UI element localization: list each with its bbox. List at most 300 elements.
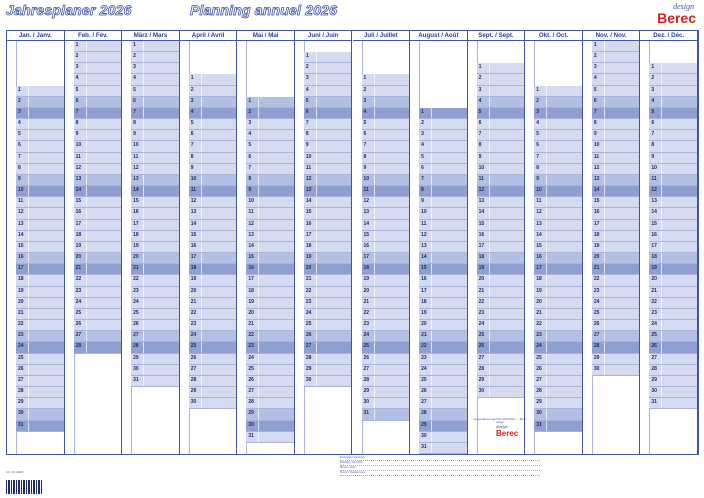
day-cell[interactable] bbox=[477, 342, 525, 353]
day-cell[interactable] bbox=[16, 130, 64, 141]
day-cell[interactable] bbox=[189, 119, 237, 130]
day-cell[interactable] bbox=[131, 119, 179, 130]
day-cell[interactable] bbox=[419, 275, 467, 286]
day-cell[interactable] bbox=[649, 108, 697, 119]
day-cell[interactable] bbox=[189, 331, 237, 342]
day-cell[interactable] bbox=[304, 108, 352, 119]
day-cell[interactable] bbox=[362, 153, 410, 164]
day-cell[interactable] bbox=[246, 287, 294, 298]
day-cell[interactable] bbox=[362, 387, 410, 398]
day-cell[interactable] bbox=[74, 175, 122, 186]
day-cell[interactable] bbox=[304, 186, 352, 197]
day-cell[interactable] bbox=[592, 153, 640, 164]
day-cell[interactable] bbox=[419, 342, 467, 353]
day-cell[interactable] bbox=[534, 108, 582, 119]
day-cell[interactable] bbox=[74, 63, 122, 74]
day-cell[interactable] bbox=[189, 197, 237, 208]
day-cell[interactable] bbox=[592, 253, 640, 264]
day-cell[interactable] bbox=[477, 186, 525, 197]
day-cell[interactable] bbox=[304, 197, 352, 208]
day-cell[interactable] bbox=[649, 186, 697, 197]
day-cell[interactable] bbox=[534, 186, 582, 197]
day-cell[interactable] bbox=[419, 164, 467, 175]
day-cell[interactable] bbox=[649, 398, 697, 409]
day-cell[interactable] bbox=[534, 164, 582, 175]
day-cell[interactable] bbox=[362, 331, 410, 342]
day-cell[interactable] bbox=[649, 365, 697, 376]
day-cell[interactable] bbox=[649, 153, 697, 164]
day-cell[interactable] bbox=[74, 197, 122, 208]
day-cell[interactable] bbox=[131, 275, 179, 286]
day-cell[interactable] bbox=[131, 220, 179, 231]
day-cell[interactable] bbox=[534, 208, 582, 219]
day-cell[interactable] bbox=[477, 86, 525, 97]
day-cell[interactable] bbox=[74, 141, 122, 152]
day-cell[interactable] bbox=[131, 320, 179, 331]
day-cell[interactable] bbox=[534, 309, 582, 320]
day-cell[interactable] bbox=[419, 387, 467, 398]
day-cell[interactable] bbox=[189, 186, 237, 197]
day-cell[interactable] bbox=[592, 52, 640, 63]
day-cell[interactable] bbox=[477, 153, 525, 164]
day-cell[interactable] bbox=[649, 287, 697, 298]
day-cell[interactable] bbox=[16, 231, 64, 242]
day-cell[interactable] bbox=[131, 376, 179, 387]
day-cell[interactable] bbox=[189, 365, 237, 376]
day-cell[interactable] bbox=[74, 41, 122, 52]
day-cell[interactable] bbox=[362, 175, 410, 186]
day-cell[interactable] bbox=[592, 298, 640, 309]
day-cell[interactable] bbox=[649, 231, 697, 242]
day-cell[interactable] bbox=[419, 298, 467, 309]
day-cell[interactable] bbox=[304, 97, 352, 108]
day-cell[interactable] bbox=[592, 342, 640, 353]
day-cell[interactable] bbox=[74, 220, 122, 231]
day-cell[interactable] bbox=[477, 108, 525, 119]
day-cell[interactable] bbox=[477, 376, 525, 387]
day-cell[interactable] bbox=[131, 130, 179, 141]
day-cell[interactable] bbox=[534, 264, 582, 275]
day-cell[interactable] bbox=[304, 74, 352, 85]
day-cell[interactable] bbox=[304, 141, 352, 152]
day-cell[interactable] bbox=[534, 242, 582, 253]
day-cell[interactable] bbox=[16, 242, 64, 253]
day-cell[interactable] bbox=[362, 287, 410, 298]
day-cell[interactable] bbox=[362, 119, 410, 130]
day-cell[interactable] bbox=[189, 275, 237, 286]
day-cell[interactable] bbox=[189, 242, 237, 253]
day-cell[interactable] bbox=[131, 309, 179, 320]
day-cell[interactable] bbox=[534, 253, 582, 264]
day-cell[interactable] bbox=[419, 443, 467, 454]
day-cell[interactable] bbox=[74, 253, 122, 264]
day-cell[interactable] bbox=[477, 63, 525, 74]
day-cell[interactable] bbox=[74, 119, 122, 130]
day-cell[interactable] bbox=[16, 253, 64, 264]
day-cell[interactable] bbox=[189, 74, 237, 85]
day-cell[interactable] bbox=[304, 153, 352, 164]
day-cell[interactable] bbox=[304, 331, 352, 342]
day-cell[interactable] bbox=[592, 309, 640, 320]
day-cell[interactable] bbox=[534, 376, 582, 387]
day-cell[interactable] bbox=[304, 365, 352, 376]
day-cell[interactable] bbox=[74, 242, 122, 253]
day-cell[interactable] bbox=[16, 409, 64, 420]
day-cell[interactable] bbox=[74, 74, 122, 85]
day-cell[interactable] bbox=[592, 365, 640, 376]
day-cell[interactable] bbox=[246, 231, 294, 242]
day-cell[interactable] bbox=[592, 331, 640, 342]
day-cell[interactable] bbox=[131, 331, 179, 342]
day-cell[interactable] bbox=[419, 365, 467, 376]
day-cell[interactable] bbox=[534, 365, 582, 376]
day-cell[interactable] bbox=[16, 97, 64, 108]
day-cell[interactable] bbox=[649, 320, 697, 331]
day-cell[interactable] bbox=[477, 74, 525, 85]
day-cell[interactable] bbox=[592, 197, 640, 208]
day-cell[interactable] bbox=[246, 208, 294, 219]
day-cell[interactable] bbox=[477, 97, 525, 108]
day-cell[interactable] bbox=[477, 264, 525, 275]
day-cell[interactable] bbox=[246, 108, 294, 119]
day-cell[interactable] bbox=[477, 387, 525, 398]
day-cell[interactable] bbox=[189, 231, 237, 242]
day-cell[interactable] bbox=[246, 119, 294, 130]
day-cell[interactable] bbox=[362, 220, 410, 231]
day-cell[interactable] bbox=[649, 331, 697, 342]
day-cell[interactable] bbox=[74, 264, 122, 275]
day-cell[interactable] bbox=[419, 398, 467, 409]
day-cell[interactable] bbox=[477, 231, 525, 242]
day-cell[interactable] bbox=[534, 197, 582, 208]
day-cell[interactable] bbox=[131, 264, 179, 275]
day-cell[interactable] bbox=[477, 119, 525, 130]
day-cell[interactable] bbox=[16, 331, 64, 342]
day-cell[interactable] bbox=[419, 108, 467, 119]
day-cell[interactable] bbox=[131, 41, 179, 52]
day-cell[interactable] bbox=[189, 320, 237, 331]
day-cell[interactable] bbox=[189, 298, 237, 309]
day-cell[interactable] bbox=[534, 119, 582, 130]
day-cell[interactable] bbox=[74, 52, 122, 63]
day-cell[interactable] bbox=[246, 275, 294, 286]
day-cell[interactable] bbox=[16, 153, 64, 164]
day-cell[interactable] bbox=[304, 376, 352, 387]
day-cell[interactable] bbox=[16, 342, 64, 353]
day-cell[interactable] bbox=[649, 119, 697, 130]
day-cell[interactable] bbox=[362, 186, 410, 197]
day-cell[interactable] bbox=[534, 275, 582, 286]
day-cell[interactable] bbox=[131, 242, 179, 253]
day-cell[interactable] bbox=[649, 208, 697, 219]
day-cell[interactable] bbox=[592, 242, 640, 253]
day-cell[interactable] bbox=[189, 220, 237, 231]
day-cell[interactable] bbox=[74, 97, 122, 108]
day-cell[interactable] bbox=[592, 354, 640, 365]
day-cell[interactable] bbox=[16, 197, 64, 208]
day-cell[interactable] bbox=[419, 432, 467, 443]
day-cell[interactable] bbox=[304, 220, 352, 231]
day-cell[interactable] bbox=[189, 130, 237, 141]
day-cell[interactable] bbox=[189, 97, 237, 108]
day-cell[interactable] bbox=[592, 175, 640, 186]
day-cell[interactable] bbox=[304, 287, 352, 298]
day-cell[interactable] bbox=[16, 119, 64, 130]
day-cell[interactable] bbox=[16, 376, 64, 387]
day-cell[interactable] bbox=[131, 63, 179, 74]
day-cell[interactable] bbox=[304, 130, 352, 141]
day-cell[interactable] bbox=[16, 287, 64, 298]
day-cell[interactable] bbox=[246, 164, 294, 175]
day-cell[interactable] bbox=[246, 141, 294, 152]
day-cell[interactable] bbox=[419, 141, 467, 152]
day-cell[interactable] bbox=[534, 220, 582, 231]
day-cell[interactable] bbox=[534, 153, 582, 164]
day-cell[interactable] bbox=[16, 220, 64, 231]
day-cell[interactable] bbox=[419, 119, 467, 130]
day-cell[interactable] bbox=[74, 130, 122, 141]
day-cell[interactable] bbox=[534, 231, 582, 242]
day-cell[interactable] bbox=[477, 242, 525, 253]
day-cell[interactable] bbox=[246, 242, 294, 253]
day-cell[interactable] bbox=[131, 298, 179, 309]
day-cell[interactable] bbox=[304, 119, 352, 130]
day-cell[interactable] bbox=[592, 119, 640, 130]
day-cell[interactable] bbox=[16, 398, 64, 409]
day-cell[interactable] bbox=[362, 164, 410, 175]
day-cell[interactable] bbox=[477, 331, 525, 342]
day-cell[interactable] bbox=[131, 197, 179, 208]
day-cell[interactable] bbox=[477, 141, 525, 152]
day-cell[interactable] bbox=[419, 242, 467, 253]
day-cell[interactable] bbox=[649, 342, 697, 353]
day-cell[interactable] bbox=[649, 309, 697, 320]
day-cell[interactable] bbox=[246, 130, 294, 141]
day-cell[interactable] bbox=[477, 253, 525, 264]
day-cell[interactable] bbox=[246, 387, 294, 398]
day-cell[interactable] bbox=[74, 164, 122, 175]
day-cell[interactable] bbox=[131, 164, 179, 175]
day-cell[interactable] bbox=[16, 264, 64, 275]
day-cell[interactable] bbox=[362, 398, 410, 409]
day-cell[interactable] bbox=[362, 275, 410, 286]
day-cell[interactable] bbox=[246, 354, 294, 365]
day-cell[interactable] bbox=[304, 52, 352, 63]
day-cell[interactable] bbox=[74, 331, 122, 342]
day-cell[interactable] bbox=[131, 354, 179, 365]
day-cell[interactable] bbox=[16, 275, 64, 286]
day-cell[interactable] bbox=[16, 365, 64, 376]
day-cell[interactable] bbox=[649, 387, 697, 398]
day-cell[interactable] bbox=[649, 242, 697, 253]
day-cell[interactable] bbox=[362, 208, 410, 219]
day-cell[interactable] bbox=[16, 86, 64, 97]
day-cell[interactable] bbox=[592, 264, 640, 275]
day-cell[interactable] bbox=[477, 197, 525, 208]
day-cell[interactable] bbox=[246, 253, 294, 264]
day-cell[interactable] bbox=[131, 208, 179, 219]
day-cell[interactable] bbox=[16, 354, 64, 365]
day-cell[interactable] bbox=[131, 342, 179, 353]
day-cell[interactable] bbox=[362, 141, 410, 152]
day-cell[interactable] bbox=[534, 175, 582, 186]
day-cell[interactable] bbox=[592, 86, 640, 97]
day-cell[interactable] bbox=[419, 331, 467, 342]
day-cell[interactable] bbox=[419, 264, 467, 275]
day-cell[interactable] bbox=[246, 421, 294, 432]
day-cell[interactable] bbox=[131, 186, 179, 197]
day-cell[interactable] bbox=[304, 86, 352, 97]
day-cell[interactable] bbox=[246, 331, 294, 342]
day-cell[interactable] bbox=[649, 253, 697, 264]
day-cell[interactable] bbox=[131, 365, 179, 376]
day-cell[interactable] bbox=[304, 309, 352, 320]
day-cell[interactable] bbox=[649, 175, 697, 186]
day-cell[interactable] bbox=[74, 309, 122, 320]
day-cell[interactable] bbox=[419, 175, 467, 186]
day-cell[interactable] bbox=[649, 376, 697, 387]
day-cell[interactable] bbox=[649, 97, 697, 108]
day-cell[interactable] bbox=[246, 432, 294, 443]
day-cell[interactable] bbox=[477, 287, 525, 298]
day-cell[interactable] bbox=[534, 409, 582, 420]
day-cell[interactable] bbox=[246, 409, 294, 420]
day-cell[interactable] bbox=[246, 197, 294, 208]
day-cell[interactable] bbox=[419, 208, 467, 219]
day-cell[interactable] bbox=[362, 74, 410, 85]
day-cell[interactable] bbox=[534, 354, 582, 365]
day-cell[interactable] bbox=[419, 421, 467, 432]
day-cell[interactable] bbox=[649, 275, 697, 286]
day-cell[interactable] bbox=[649, 164, 697, 175]
day-cell[interactable] bbox=[189, 153, 237, 164]
day-cell[interactable] bbox=[649, 264, 697, 275]
day-cell[interactable] bbox=[362, 97, 410, 108]
day-cell[interactable] bbox=[131, 141, 179, 152]
day-cell[interactable] bbox=[592, 108, 640, 119]
day-cell[interactable] bbox=[419, 354, 467, 365]
day-cell[interactable] bbox=[74, 342, 122, 353]
day-cell[interactable] bbox=[189, 164, 237, 175]
day-cell[interactable] bbox=[246, 220, 294, 231]
day-cell[interactable] bbox=[304, 208, 352, 219]
day-cell[interactable] bbox=[592, 97, 640, 108]
day-cell[interactable] bbox=[534, 398, 582, 409]
day-cell[interactable] bbox=[304, 164, 352, 175]
day-cell[interactable] bbox=[534, 331, 582, 342]
day-cell[interactable] bbox=[534, 298, 582, 309]
day-cell[interactable] bbox=[592, 320, 640, 331]
day-cell[interactable] bbox=[592, 275, 640, 286]
day-cell[interactable] bbox=[304, 354, 352, 365]
day-cell[interactable] bbox=[189, 354, 237, 365]
day-cell[interactable] bbox=[16, 175, 64, 186]
day-cell[interactable] bbox=[592, 164, 640, 175]
day-cell[interactable] bbox=[16, 320, 64, 331]
day-cell[interactable] bbox=[592, 130, 640, 141]
day-cell[interactable] bbox=[592, 220, 640, 231]
day-cell[interactable] bbox=[189, 141, 237, 152]
day-cell[interactable] bbox=[592, 63, 640, 74]
day-cell[interactable] bbox=[246, 309, 294, 320]
day-cell[interactable] bbox=[477, 354, 525, 365]
day-cell[interactable] bbox=[246, 342, 294, 353]
day-cell[interactable] bbox=[362, 130, 410, 141]
day-cell[interactable] bbox=[649, 86, 697, 97]
day-cell[interactable] bbox=[362, 354, 410, 365]
day-cell[interactable] bbox=[649, 197, 697, 208]
day-cell[interactable] bbox=[189, 208, 237, 219]
day-cell[interactable] bbox=[362, 409, 410, 420]
day-cell[interactable] bbox=[477, 208, 525, 219]
day-cell[interactable] bbox=[362, 309, 410, 320]
day-cell[interactable] bbox=[246, 264, 294, 275]
day-cell[interactable] bbox=[419, 309, 467, 320]
day-cell[interactable] bbox=[592, 287, 640, 298]
day-cell[interactable] bbox=[477, 275, 525, 286]
day-cell[interactable] bbox=[419, 130, 467, 141]
day-cell[interactable] bbox=[189, 175, 237, 186]
day-cell[interactable] bbox=[246, 376, 294, 387]
day-cell[interactable] bbox=[362, 253, 410, 264]
day-cell[interactable] bbox=[304, 242, 352, 253]
day-cell[interactable] bbox=[477, 175, 525, 186]
day-cell[interactable] bbox=[131, 86, 179, 97]
day-cell[interactable] bbox=[419, 220, 467, 231]
day-cell[interactable] bbox=[649, 63, 697, 74]
day-cell[interactable] bbox=[131, 175, 179, 186]
day-cell[interactable] bbox=[477, 164, 525, 175]
day-cell[interactable] bbox=[304, 275, 352, 286]
day-cell[interactable] bbox=[16, 421, 64, 432]
day-cell[interactable] bbox=[649, 298, 697, 309]
day-cell[interactable] bbox=[534, 342, 582, 353]
day-cell[interactable] bbox=[131, 97, 179, 108]
day-cell[interactable] bbox=[534, 86, 582, 97]
day-cell[interactable] bbox=[74, 186, 122, 197]
day-cell[interactable] bbox=[74, 275, 122, 286]
day-cell[interactable] bbox=[189, 376, 237, 387]
day-cell[interactable] bbox=[74, 86, 122, 97]
day-cell[interactable] bbox=[246, 186, 294, 197]
day-cell[interactable] bbox=[16, 186, 64, 197]
day-cell[interactable] bbox=[419, 186, 467, 197]
day-cell[interactable] bbox=[592, 74, 640, 85]
day-cell[interactable] bbox=[74, 108, 122, 119]
day-cell[interactable] bbox=[592, 208, 640, 219]
day-cell[interactable] bbox=[534, 320, 582, 331]
day-cell[interactable] bbox=[246, 153, 294, 164]
day-cell[interactable] bbox=[649, 74, 697, 85]
day-cell[interactable] bbox=[477, 365, 525, 376]
day-cell[interactable] bbox=[16, 387, 64, 398]
day-cell[interactable] bbox=[16, 164, 64, 175]
day-cell[interactable] bbox=[74, 320, 122, 331]
day-cell[interactable] bbox=[477, 320, 525, 331]
day-cell[interactable] bbox=[246, 175, 294, 186]
day-cell[interactable] bbox=[477, 298, 525, 309]
day-cell[interactable] bbox=[592, 186, 640, 197]
day-cell[interactable] bbox=[362, 342, 410, 353]
day-cell[interactable] bbox=[189, 342, 237, 353]
day-cell[interactable] bbox=[304, 253, 352, 264]
day-cell[interactable] bbox=[592, 141, 640, 152]
day-cell[interactable] bbox=[189, 86, 237, 97]
day-cell[interactable] bbox=[131, 108, 179, 119]
day-cell[interactable] bbox=[131, 153, 179, 164]
day-cell[interactable] bbox=[16, 298, 64, 309]
day-cell[interactable] bbox=[16, 108, 64, 119]
